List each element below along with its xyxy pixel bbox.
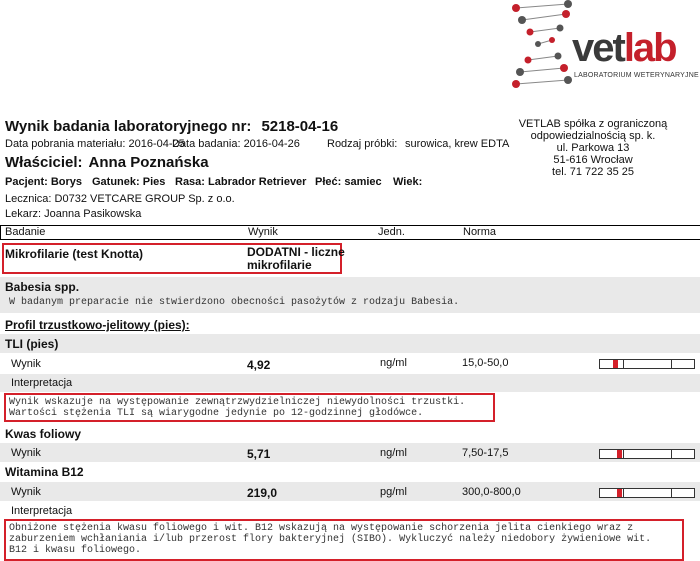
results-table-header	[0, 225, 700, 240]
clinic-label: Lecznica:	[5, 193, 52, 205]
babesia-name: Babesia spp.	[5, 280, 80, 294]
col-norm: Norma	[463, 226, 497, 238]
folate-result-label: Wynik	[11, 447, 41, 459]
sex-value: samiec	[344, 176, 382, 188]
tli-interp-row	[0, 374, 700, 392]
patient-age	[393, 176, 422, 188]
patient-breed	[175, 176, 306, 188]
knott-result-line2: mikrofilarie	[247, 258, 312, 272]
logo-wordmark	[572, 28, 676, 68]
tli-interp-line2: Wartości stężenia TLI są wiarygodne jedynie po 12-godzinnej głodówce.	[9, 408, 424, 419]
folate-range-bar	[599, 449, 695, 459]
b12-interp-line2: zaburzeniem wchłaniania i/lub przerost flory bakteryjnej (SIBO). Wykluczyć należy niedobory żywieniowe wit.	[9, 534, 652, 545]
patient-sex	[315, 176, 382, 188]
b12-interp-line1: Obniżone stężenia kwasu foliowego i wit. B12 wskazują na występowanie schorzenia jelita cienkiego wraz z	[9, 523, 634, 534]
lab-line4: 51-616 Wrocław	[553, 154, 633, 166]
tli-unit: ng/ml	[380, 357, 407, 369]
patient-name	[5, 176, 82, 188]
doctor-label: Lekarz:	[5, 208, 42, 220]
species-label: Gatunek:	[92, 176, 140, 188]
folate-value: 5,71	[247, 447, 271, 461]
b12-unit: pg/ml	[380, 486, 407, 498]
test-date-value: 2016-04-26	[243, 138, 300, 150]
tli-interp-text	[9, 397, 465, 419]
breed-label: Rasa:	[175, 176, 205, 188]
lab-line1: VETLAB spółka z ograniczoną	[518, 118, 668, 130]
logo-word-red: lab	[623, 26, 676, 70]
doctor	[5, 208, 141, 220]
owner-name: Anna Poznańska	[88, 154, 209, 171]
tli-value: 4,92	[247, 358, 271, 372]
col-result: Wynik	[248, 226, 278, 238]
col-unit: Jedn.	[378, 226, 405, 238]
tli-heading-row	[0, 334, 700, 353]
lab-line2: odpowiedzialnością sp. k.	[530, 130, 656, 142]
b12-range-bar	[599, 488, 695, 498]
patient-label: Pacjent:	[5, 176, 48, 188]
folate-norm: 7,50-17,5	[462, 447, 509, 459]
folate-unit: ng/ml	[380, 447, 407, 459]
clinic	[5, 193, 235, 205]
clinic-value: D0732 VETCARE GROUP Sp. z o.o.	[54, 193, 235, 205]
b12-interp-text	[9, 523, 651, 556]
tli-name: TLI (pies)	[5, 337, 59, 351]
folate-indicator	[617, 450, 622, 458]
tli-range-bar	[599, 359, 695, 369]
report-title	[5, 118, 338, 135]
b12-norm: 300,0-800,0	[462, 486, 521, 498]
logo-subtitle: LABORATORIUM WETERYNARYJNE	[574, 72, 699, 79]
sampling-date	[5, 138, 185, 150]
knott-result-line1: DODATNI - liczne	[247, 245, 345, 259]
owner	[5, 154, 209, 171]
knott-result	[247, 246, 345, 272]
b12-interp-label: Interpretacja	[11, 505, 73, 517]
sex-label: Płeć:	[315, 176, 342, 188]
lab-line5: tel. 71 722 35 25	[552, 166, 634, 178]
sample-type-value: surowica, krew EDTA	[405, 138, 510, 150]
logo-word-dark: vet	[572, 26, 624, 70]
tli-result-label: Wynik	[11, 358, 41, 370]
folate-row	[0, 443, 700, 462]
tli-interp-line1: Wynik wskazuje na występowanie zewnątrzwydzielniczej niewydolności trzustki.	[9, 397, 466, 408]
owner-label: Właściciel:	[5, 154, 83, 171]
knott-name: Mikrofilarie (test Knotta)	[5, 247, 144, 261]
sampling-date-value: 2016-04-25	[128, 138, 185, 150]
doctor-value: Joanna Pasikowska	[44, 208, 142, 220]
babesia-text: W badanym preparacie nie stwierdzono obecności pasożytów z rodzaju Babesia.	[9, 297, 460, 308]
test-date-label: Data badania:	[172, 138, 241, 150]
b12-result-label: Wynik	[11, 486, 41, 498]
b12-value: 219,0	[247, 486, 278, 500]
b12-name: Witamina B12	[5, 465, 84, 479]
tli-interp-label: Interpretacja	[11, 377, 73, 389]
tli-norm: 15,0-50,0	[462, 357, 509, 369]
report-title-label: Wynik badania laboratoryjnego nr:	[5, 118, 252, 135]
species-value: Pies	[142, 176, 166, 188]
patient-value: Borys	[50, 176, 83, 188]
age-label: Wiek:	[393, 176, 423, 188]
profile-heading: Profil trzustkowo-jelitowy (pies):	[5, 318, 190, 332]
b12-indicator	[617, 489, 622, 497]
sampling-date-label: Data pobrania materiału:	[5, 138, 126, 150]
b12-interp-line3: B12 i kwasu foliowego.	[9, 545, 142, 556]
b12-row	[0, 482, 700, 501]
folate-name: Kwas foliowy	[5, 427, 82, 441]
sample-type-label: Rodzaj próbki:	[327, 138, 398, 150]
test-date	[172, 138, 300, 150]
lab-line3: ul. Parkowa 13	[556, 142, 630, 154]
col-test: Badanie	[5, 226, 46, 238]
lab-address	[508, 118, 678, 178]
breed-value: Labrador Retriever	[208, 176, 307, 188]
report-number: 5218-04-16	[261, 118, 339, 135]
tli-indicator	[613, 360, 618, 368]
patient-species	[92, 176, 165, 188]
